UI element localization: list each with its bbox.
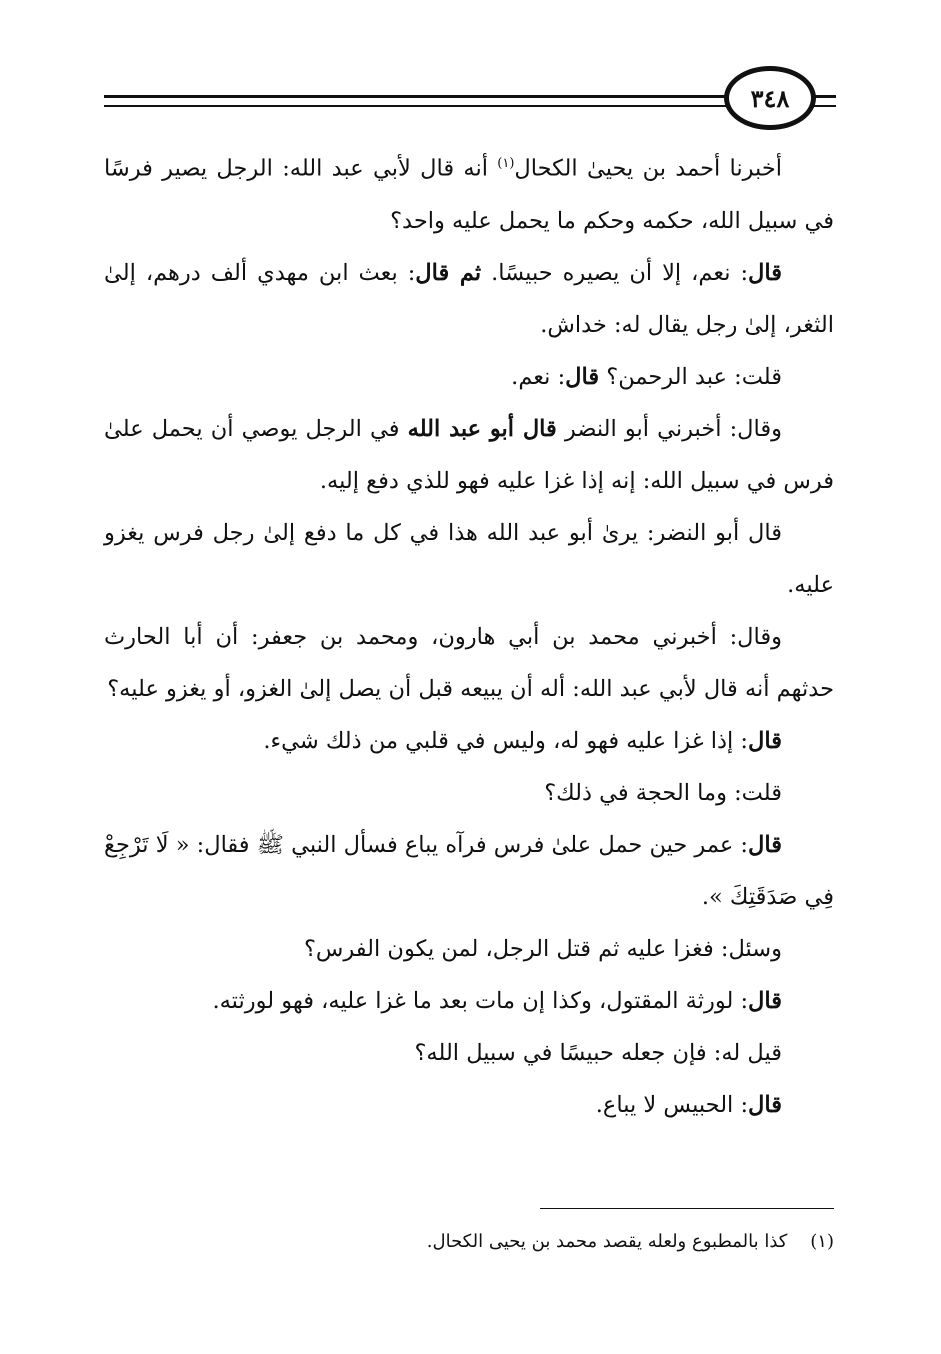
- bold-text: قال: [748, 259, 783, 286]
- text-run: : بعث ابن مهدي ألف درهم، إلىٰ الثغر، إلىٰ رجل يقال له: خداش.: [104, 259, 834, 338]
- text-run: : إذا غزا عليه فهو له، وليس في قلبي من ذلك شيء.: [263, 727, 749, 754]
- text-run: وسئل: فغزا عليه ثم قتل الرجل، لمن يكون الفرس؟: [303, 935, 782, 962]
- footnote: [104, 1222, 834, 1262]
- paragraph: [104, 975, 834, 1027]
- bold-text: قال: [565, 363, 600, 390]
- body-text: [104, 138, 834, 1131]
- text-run: قلت: عبد الرحمن؟: [599, 363, 782, 390]
- paragraph: [104, 715, 834, 767]
- bold-text: ثم قال: [415, 259, 482, 286]
- paragraph: [104, 767, 834, 819]
- paragraph: [104, 1027, 834, 1079]
- paragraph: [104, 819, 834, 923]
- text-run: : الحبيس لا يباع.: [595, 1091, 749, 1118]
- footnote-separator: [540, 1208, 834, 1209]
- paragraph: [104, 1079, 834, 1131]
- header-rule-bottom: [104, 105, 730, 107]
- text-run: وقال: أخبرني محمد بن أبي هارون، ومحمد بن جعفر: أن أبا الحارث حدثهم أنه قال لأبي عبد الله: أله أن يبيعه قبل أن يصل إلىٰ الغزو، أو يغزو عليه؟: [104, 623, 834, 702]
- page-number: ٣٤٨: [724, 66, 816, 130]
- bold-text: قال: [748, 831, 782, 858]
- header-rule-top: [104, 95, 730, 98]
- bold-text: قال: [748, 987, 782, 1014]
- text-run: في الرجل يوصي أن يحمل علىٰ فرس في سبيل الله: إنه إذا غزا عليه فهو للذي دفع إليه.: [104, 415, 834, 494]
- header-rule-right-bottom: [812, 105, 836, 107]
- bold-text: قال: [748, 1091, 782, 1118]
- text-run: : نعم.: [511, 363, 566, 390]
- text-run: : عمر حين حمل علىٰ فرس فرآه يباع فسأل النبي ﷺ فقال: « لَا تَرْجِعْ فِي صَدَقَتِكَ ».: [104, 831, 834, 910]
- paragraph: [104, 351, 834, 403]
- text-run: : نعم، إلا أن يصيره حبيسًا.: [481, 259, 749, 286]
- text-run: أخبرنا أحمد بن يحيىٰ الكحال: [514, 155, 783, 182]
- footnote-marker: (١): [810, 1231, 834, 1252]
- paragraph: [104, 507, 834, 611]
- bold-text: قال: [748, 727, 782, 754]
- footnote-text: كذا بالمطبوع ولعله يقصد محمد بن يحيى الكحال.: [426, 1231, 788, 1252]
- text-run: وقال: أخبرني أبو النضر: [556, 415, 783, 442]
- paragraph: [104, 923, 834, 975]
- text-run: قال أبو النضر: يرىٰ أبو عبد الله هذا في كل ما دفع إلىٰ رجل فرس يغزو عليه.: [104, 519, 834, 598]
- paragraph: [104, 138, 834, 247]
- bold-text: قال أبو عبد الله: [407, 415, 557, 442]
- paragraph: [104, 247, 834, 351]
- paragraph: [104, 403, 834, 507]
- text-run: أنه قال لأبي عبد الله: الرجل يصير فرسًا في سبيل الله، حكمه وحكم ما يحمل عليه واحد؟: [104, 155, 834, 234]
- paragraph: [104, 611, 834, 715]
- text-run: قلت: وما الحجة في ذلك؟: [544, 779, 782, 806]
- text-run: : لورثة المقتول، وكذا إن مات بعد ما غزا عليه، فهو لورثته.: [212, 987, 749, 1014]
- text-run: قيل له: فإن جعله حبيسًا في سبيل الله؟: [414, 1039, 782, 1066]
- footnote-ref: (١): [497, 156, 515, 171]
